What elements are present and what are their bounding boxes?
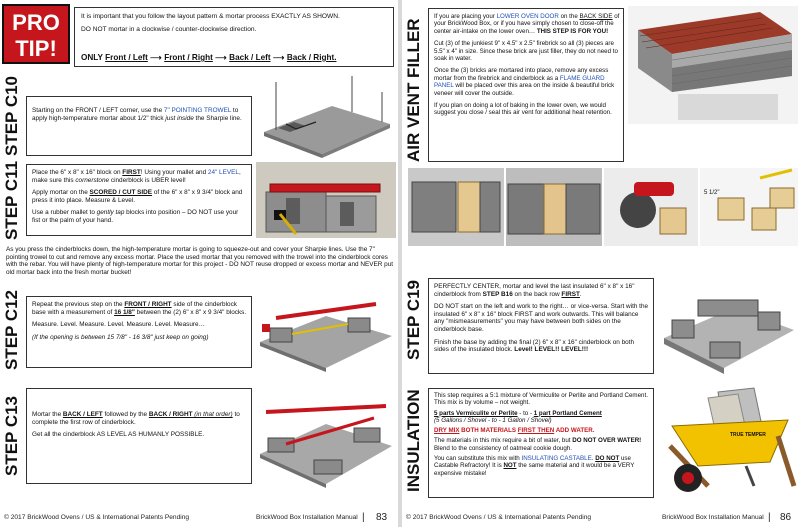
sequence-front-left: Front / Left	[105, 53, 148, 62]
pro-tip-line1: PRO	[12, 10, 60, 35]
wheelbarrow-illustration	[658, 386, 798, 498]
pro-tip-text-1: It is important that you follow the layout pattern & mortar process EXACTLY AS SHOWN.	[81, 13, 340, 20]
left-page-separator: |	[362, 512, 365, 523]
step-c12-label: STEP C12	[2, 289, 21, 370]
pro-tip-line2: TIP!	[15, 36, 57, 61]
step-c12-para-1: Repeat the previous step on the FRONT / RIGHT side of the cinderblock base with a measurement of 16 1/8" between the (2) 6" x 8" x 9 3/4" blocks.	[32, 301, 247, 316]
vent-photo-4-cut-bricks	[700, 168, 798, 246]
sequence-back-right: Back / Right.	[286, 53, 337, 62]
step-c12-text	[32, 301, 248, 346]
vent-photo-3-grinder	[604, 168, 698, 246]
wheelbarrow-brand: TRUE TEMPER	[730, 432, 766, 438]
step-c19-box	[428, 278, 654, 374]
step-c19-para-2: DO NOT start on the left and work to the right… or vice-versa. Start with the insulated 6" x 8" x 16" block FIRST and work outwards. This will balance any "mismeasurements" you may have between both sides on the cinderblock base.	[434, 303, 649, 333]
insulation-para-5: You can substitute this mix with INSULATING CASTABLE. DO NOT use Castable Refractory! It is NOT the same material and it would be a VERY expensive mistake!	[434, 455, 635, 477]
insulation-text	[434, 392, 650, 482]
cut-dimension-label: 5 1/2"	[704, 190, 720, 196]
pro-tip-badge	[2, 4, 70, 64]
cinderblock-base-illustration	[658, 270, 798, 380]
step-c12-box	[26, 296, 252, 368]
sequence-only: ONLY	[81, 53, 103, 62]
air-vent-para-1: If you are placing your LOWER OVEN DOOR on the BACK SIDE of your BrickWood Box, or if you have simply chosen to close-off the center air-intake on the lower oven… THIS STEP IS FOR YOU!	[434, 13, 620, 35]
step-c11-para-1: Place the 6" x 8" x 16" block on FIRST! Using your mallet and 24" LEVEL, make sure this cornerstone cinderblock is UBER level!	[32, 169, 241, 184]
arrow-icon: ⟶	[215, 53, 227, 62]
step-c13-para-2: Get all the cinderblock AS LEVEL AS HUMANLY POSSIBLE.	[32, 431, 205, 439]
left-manual-title: BrickWood Box Installation Manual	[256, 514, 358, 521]
step-c10-illustration	[256, 72, 396, 160]
right-footer: © 2017 BrickWood Ovens / US & International Patents Pending	[406, 514, 592, 521]
mortar-sequence	[81, 52, 336, 62]
right-page	[402, 0, 800, 527]
step-c11-illustration	[256, 162, 396, 238]
step-c19-para-1: PERFECTLY CENTER, mortar and level the last insulated 6" x 8" x 16" cinderblock from STEP B16 on the back row FIRST.	[434, 283, 635, 298]
insulation-para-4: The materials in this mix require a bit of water, but DO NOT OVER WATER! Blend to the consistency of oatmeal cookie dough.	[434, 437, 642, 452]
step-c19-text	[434, 283, 650, 359]
step-c12-para-3: (If the opening is between 15 7/8" - 16 3/8" just keep on going)	[32, 333, 209, 341]
arrow-icon: ⟶	[150, 53, 162, 62]
step-c19-para-3: Finish the base by adding the final (2) 6" x 8" x 16" cinderblock on both sides of the insulated block. Level! LEVEL!! LEVEL!!!	[434, 338, 635, 354]
step-c11-text	[32, 169, 248, 230]
left-page	[0, 0, 398, 527]
step-c13-para-1: Mortar the BACK / LEFT followed by the BACK / RIGHT (in that order) to complete the first row of cinderblock.	[32, 411, 240, 426]
first-row-illustration	[256, 384, 396, 490]
air-vent-para-2: Cut (3) of the junkiest 9" x 4.5" x 2.5" firebrick so all (3) pieces are 5.5" x 4" in size. Since these brick are just filler, they do not need to soak in water.	[434, 40, 618, 63]
insulation-para-3: DRY MIX BOTH MATERIALS FIRST THEN ADD WATER.	[434, 427, 595, 435]
vent-photo-2	[506, 168, 602, 246]
mortar-corner-illustration	[256, 72, 396, 160]
left-page-number: 83	[376, 512, 388, 523]
tape-measure-illustration	[256, 288, 396, 374]
insulation-box	[428, 388, 654, 498]
air-vent-text	[434, 13, 620, 122]
vent-photo-1	[408, 168, 504, 246]
air-vent-filler-box	[428, 8, 624, 162]
sequence-front-right: Front / Right	[164, 53, 213, 62]
step-c13-illustration	[256, 384, 396, 490]
right-page-number: 86	[780, 512, 792, 523]
brick-box-photo	[628, 6, 798, 124]
pro-tip-box	[74, 7, 394, 67]
step-c11-box	[26, 164, 252, 236]
sequence-back-left: Back / Left	[229, 53, 271, 62]
step-c10-label: STEP C10	[2, 75, 21, 156]
step-c10-box	[26, 96, 252, 156]
squeeze-out-note: As you press the cinderblocks down, the high-temperature mortar is going to squeeze-out and cover your Sharpie lines. Use the 7" pointing trowel to cut and remove any excess mortar. Place the used mortar that you removed with the trowel into the cinderblock cores with the rebar. You will have plenty of high-temperature mortar for this project - DO NOT reuse dropped or excess mortar and NEVER put old mortar back into the fresh mortar bucket!	[6, 246, 394, 276]
step-c11-para-2: Apply mortar on the SCORED / CUT SIDE of the 6" x 8" x 9 3/4" block and press it into place. Measure & Level.	[32, 189, 243, 204]
right-page-separator: |	[768, 512, 771, 523]
insulation-label: INSULATION	[404, 389, 423, 492]
step-c11-label: STEP C11	[2, 160, 21, 240]
brick-veneer-illustration	[628, 6, 798, 124]
step-c10-text: Starting on the FRONT / LEFT corner, use the 7" POINTING TROWEL to apply high-temperature mortar about 1/2" thick just inside the Sharpie line.	[32, 107, 242, 122]
insulation-para-1: This step requires a 5:1 mixture of Vermiculite or Perlite and Portland Cement. This mix is by volume – not weight.	[434, 392, 648, 407]
air-vent-para-3: Once the (3) bricks are mortared into place, remove any excess mortar from the firebrick and cinderblock as a FLAME GUARD PANEL will be placed over this area on the inside & beautiful brick veneer will cover the outside.	[434, 67, 615, 97]
step-c12-illustration	[256, 288, 396, 374]
left-footer: © 2017 BrickWood Ovens / US & International Patents Pending	[4, 514, 190, 521]
block-level-illustration	[256, 162, 396, 238]
air-vent-filler-label: AIR VENT FILLER	[404, 18, 423, 162]
step-c19-label: STEP C19	[404, 279, 423, 360]
air-vent-para-4: If you plan on doing a lot of baking in the lower oven, we would suggest you close / seal this air vent for additional heat retention.	[434, 102, 612, 117]
step-c13-label: STEP C13	[2, 396, 21, 477]
insulation-para-2: 5 parts Vermiculite or Perlite - to - 1 part Portland Cement (5 Gallons / Shovel - to - 1 Gallon / Shovel)	[434, 409, 602, 424]
step-c11-para-3: Use a rubber mallet to gently tap blocks into position – DO NOT use your fist or the palm of your hand.	[32, 209, 239, 224]
step-c13-text	[32, 411, 248, 444]
pro-tip-text-2: DO NOT mortar in a clockwise / counter-clockwise direction.	[81, 25, 257, 33]
step-c13-box	[26, 388, 252, 484]
step-c12-para-2: Measure. Level. Measure. Level. Measure. Level. Measure…	[32, 321, 205, 329]
step-c19-illustration	[658, 270, 798, 380]
arrow-icon: ⟶	[272, 53, 285, 62]
right-manual-title: BrickWood Box Installation Manual	[662, 514, 764, 521]
